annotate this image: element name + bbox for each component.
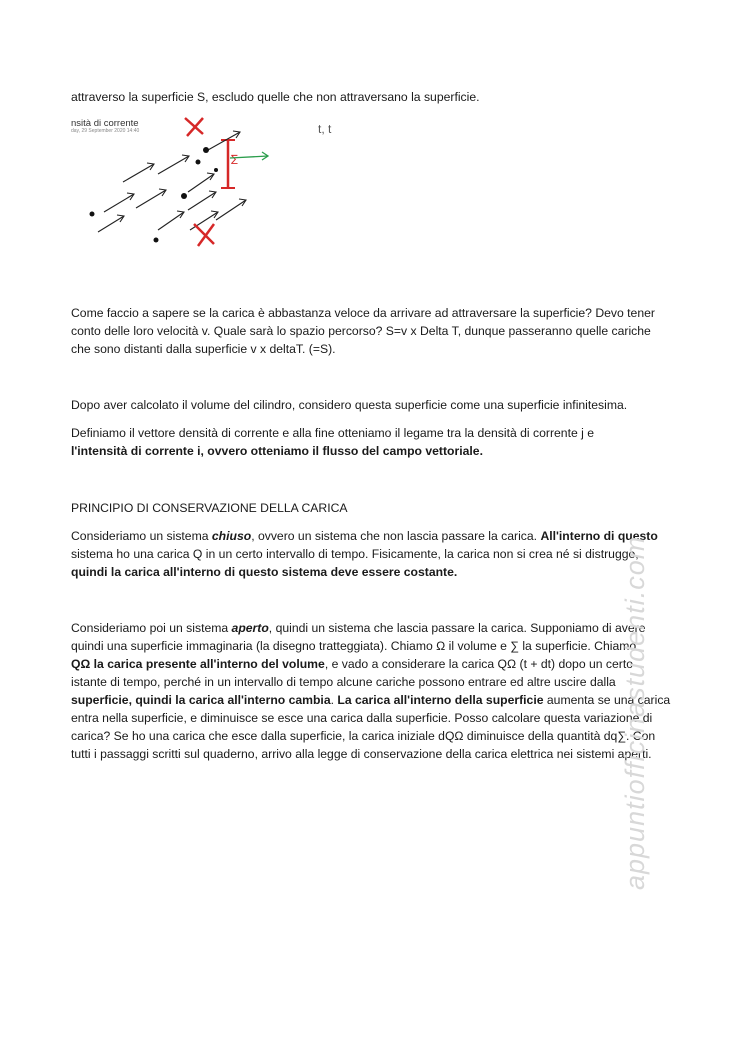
- paragraph-velocity: Come faccio a sapere se la carica è abbastanza veloce da arrivare ad attraversare la superficie? Devo tener conto delle loro velocità v. Quale sarà lo spazio percorso? S=v x Delta T, dunque passeranno quelle cariche che sono distanti dalla superficie v x deltaT. (=S).: [71, 306, 655, 356]
- section-heading: PRINCIPIO DI CONSERVAZIONE DELLA CARICA: [71, 501, 348, 515]
- excluded-marks: [185, 118, 214, 246]
- intro-line: attraverso la superficie S, escludo quelle che non attraversano la superficie.: [71, 90, 480, 104]
- paragraph-open-system: Consideriamo poi un sistema aperto, quindi un sistema che lascia passare la carica. Supponiamo di avere quindi una superficie immaginaria (la disegno tratteggiata). Chiamo Ω il volume e ∑ la superficie. Chiamo QΩ la carica presente all'interno del volume, e vado a considerare la carica QΩ (t + dt) dopo un certo istante di tempo, perché in un intervallo di tempo alcune cariche possono entrare ed altre uscire dalla superficie, quindi la carica all'interno cambia. La carica all'interno della superficie aumenta se una carica entra nella superficie, e diminuisce se esce una carica dalla superficie. Posso calcolare questa variazione di carica? Se ho una carica che esce dalla superficie, la carica iniziale dQΩ diminuisce della quantità dq∑. Con tutti i passaggi scritti sul quaderno, arrivo alla legge di conservazione della carica elettrica nei sistemi aperti.: [71, 621, 671, 761]
- watermark: appuntiofficinastudenti.com: [620, 535, 650, 890]
- sketch-date: day, 29 September 2020 14:40: [71, 128, 140, 134]
- paragraph-cylinder: Dopo aver calcolato il volume del cilindro, considero questa superficie come una superficie infinitesima.: [71, 398, 628, 412]
- paragraph-current-density: Definiamo il vettore densità di corrente e alla fine otteniamo il legame tra la densità di corrente j e l'intensità di corrente i, ovvero otteniamo il flusso del campo vettoriale.: [71, 426, 594, 458]
- current-density-sketch: [68, 112, 344, 292]
- paragraph-closed-system: Consideriamo un sistema chiuso, ovvero un sistema che non lascia passare la carica. All'interno di questo sistema ho una carica Q in un certo intervallo di tempo. Fisicamente, la carica non si crea né si distrugge, quindi la carica all'interno di questo sistema deve essere costante.: [71, 529, 658, 579]
- svg-text:∑: ∑: [231, 154, 238, 165]
- sketch-side-text: t, t: [318, 122, 332, 136]
- sketch-title: nsità di corrente: [71, 118, 139, 129]
- charge-vectors: [98, 131, 246, 232]
